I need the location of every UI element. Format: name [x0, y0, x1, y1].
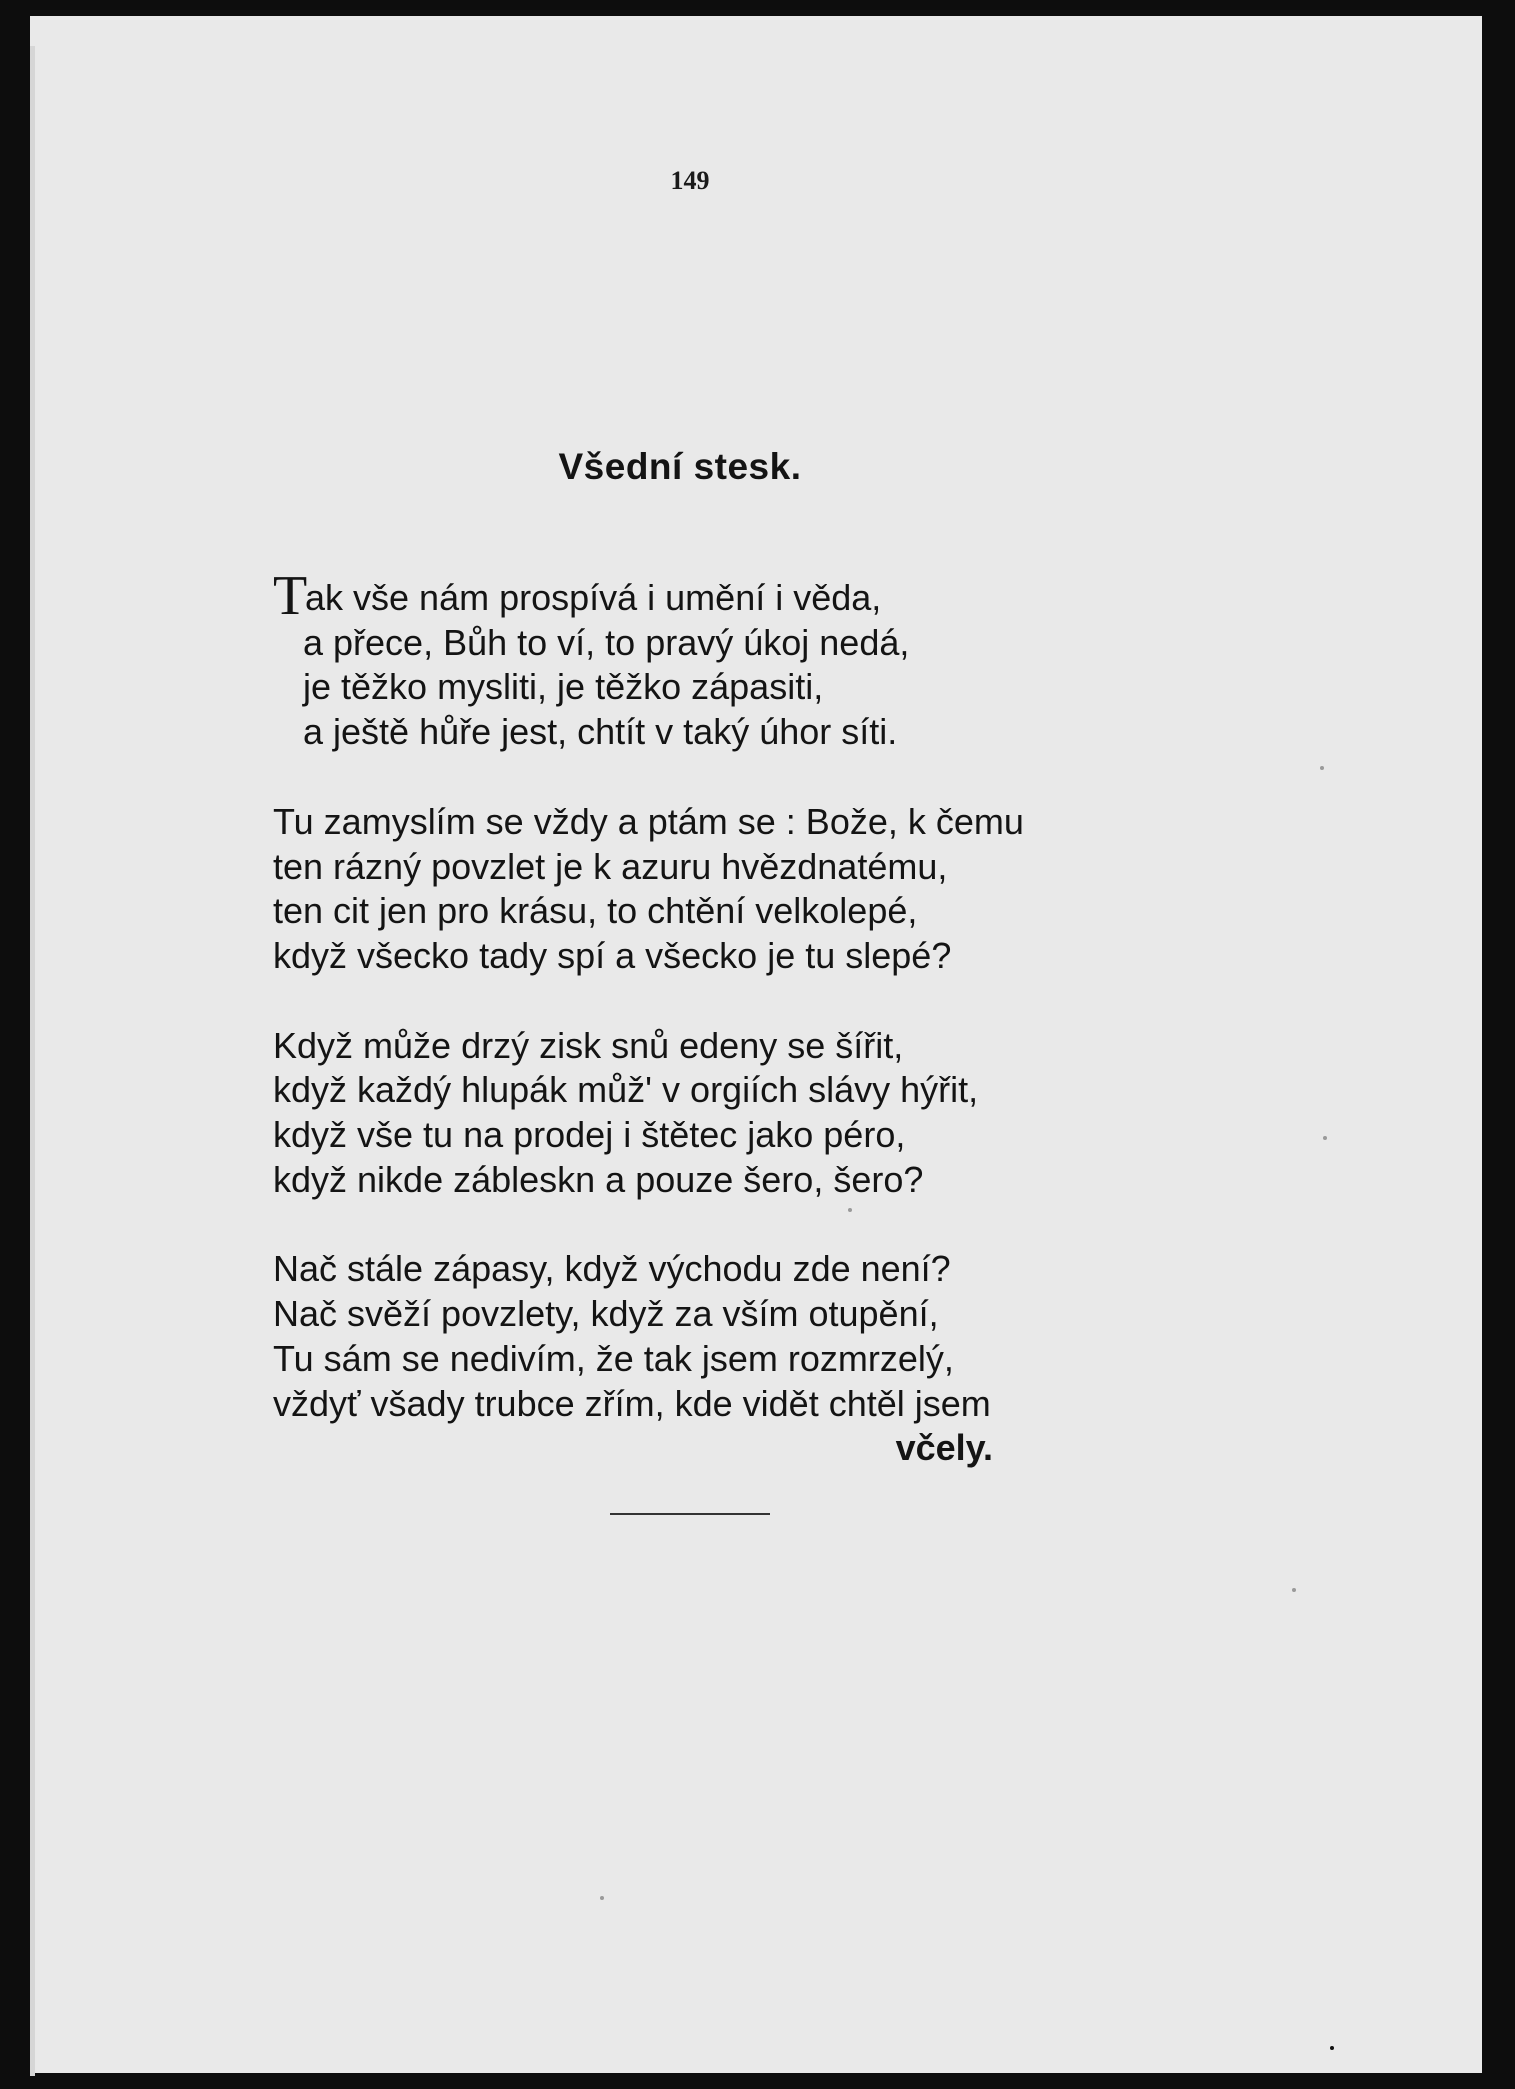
poem-line: ten rázný povzlet je k azuru hvězdnatému,: [273, 845, 948, 887]
page-edge: [30, 46, 35, 2076]
poem-title: Všední stesk.: [558, 446, 802, 487]
drop-cap: T: [273, 565, 308, 627]
first-line-text: ak vše nám prospívá i umění i věda,: [305, 577, 882, 618]
poem-line: když všecko tady spí a všecko je tu slepé?: [273, 934, 952, 976]
paper-speck: [1323, 1136, 1327, 1140]
stanza-2: [273, 800, 1153, 979]
poem-line: když vše tu na prodej i štětec jako péro,: [273, 1114, 906, 1156]
end-rule: [610, 1513, 770, 1515]
poem-line: když každý hlupák můž' v orgiích slávy hýřit,: [273, 1069, 979, 1111]
poem-line: Tu sám se nedivím, že tak jsem rozmrzelý,: [273, 1337, 954, 1379]
page-number: 149: [670, 166, 710, 195]
poem-line: [273, 565, 1153, 627]
paper-speck: [1330, 2046, 1334, 2050]
poem-line: Nač stále zápasy, když východu zde není?: [273, 1248, 951, 1290]
poem-line: ten cit jen pro krásu, to chtění velkolepé,: [273, 890, 918, 932]
paper-speck: [600, 1896, 604, 1900]
poem-line: Nač svěží povzlety, když za vším otupění,: [273, 1293, 939, 1335]
poem-body: [273, 565, 1153, 1516]
book-page: [30, 16, 1482, 2073]
poem-line: když nikde zábleskn a pouze šero, šero?: [273, 1158, 924, 1200]
poem-line: Tu zamyslím se vždy a ptám se : Bože, k čemu: [273, 800, 1024, 842]
paper-speck: [1320, 766, 1324, 770]
poem-line: vždyť všady trubce zřím, kde vidět chtěl jsem: [273, 1382, 991, 1424]
stanza-4: [273, 1247, 1153, 1471]
poem-line: a přece, Bůh to ví, to pravý úkoj nedá,: [303, 621, 910, 663]
poem-line: Když může drzý zisk snů edeny se šířit,: [273, 1024, 904, 1066]
stanza-3: [273, 1024, 1153, 1203]
paper-speck: [848, 1208, 852, 1212]
paper-speck: [1292, 1588, 1296, 1592]
poem-line: a ještě hůře jest, chtít v taký úhor síti.: [303, 711, 898, 753]
poem-line: je těžko mysliti, je těžko zápasiti,: [303, 666, 824, 708]
stanza-1: [273, 565, 1153, 755]
poem-line-continuation: včely.: [895, 1427, 993, 1469]
